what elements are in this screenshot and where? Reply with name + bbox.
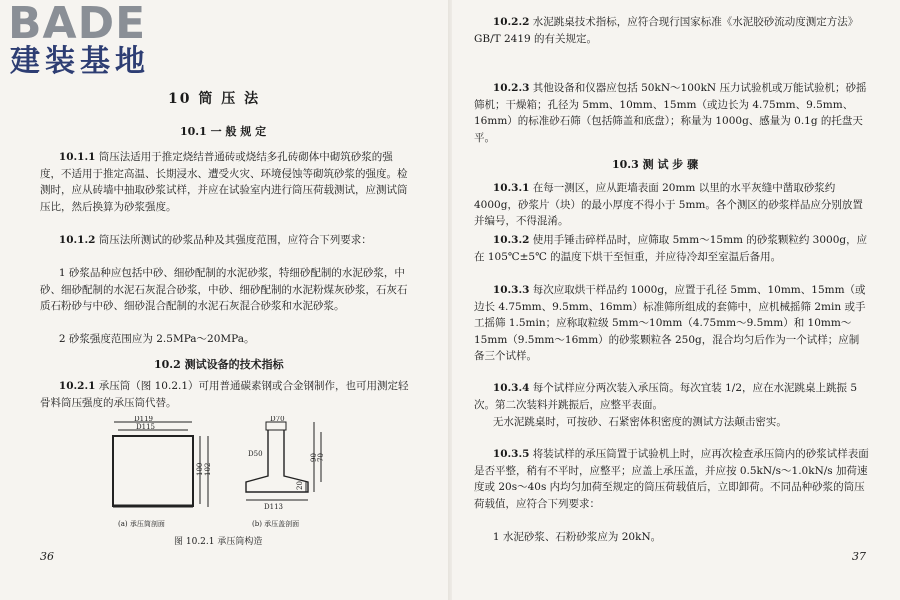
paragraph-10-3-1 — [474, 180, 869, 230]
label-102: 102 — [204, 462, 212, 476]
paragraph-10-3-4-note: 无水泥跳桌时，可按砂、石紧密体积密度的测试方法颠击密实。 — [492, 416, 787, 428]
clause-number: 10.3.2 — [492, 234, 530, 246]
clause-text: 在每一测区，应从距墙表面 20mm 以里的水平灰缝中凿取砂浆约 4000g，砂浆片（块）的最小厚度不得小于 5mm。各个测区的砂浆样品应分别放置并编号，不得混淆。 — [474, 182, 863, 227]
clause-number: 10.2.1 — [58, 380, 96, 392]
clause-text: 其他设备和仪器应包括 50kN～100kN 压力试验机或万能试验机；砂摇筛机；干燥箱；孔径为 5mm、10mm、15mm（或边长为 4.75mm、9.5mm、16mm）的标准砂石筛（包括筛盖和底盘）；称量为 1000g、感量为 0.1g 的托盘天平。 — [474, 82, 867, 144]
section-heading-10-3: 10.3 测 试 步 骤 — [612, 158, 699, 171]
clause-text: 筒压法适用于推定烧结普通砖或烧结多孔砖砌体中砌筑砂浆的强度，不适用于推定高温、长期浸水、遭受火灾、环境侵蚀等砌筑砂浆的强度。检测时，应从砖墙中抽取砂浆试样，并应在试验室内进行筒压荷载测试，应测试筒压比，然后换算为砂浆强度。 — [40, 151, 408, 213]
clause-number: 10.1.2 — [58, 234, 96, 246]
label-20: 20 — [296, 481, 304, 490]
caption-b: (b) 承压盖剖面 — [252, 520, 300, 528]
list-item-1: 1 砂浆品种应包括中砂、细砂配制的水泥砂浆，特细砂配制的水泥砂浆，中砂、细砂配制的水泥石灰混合砂浆，中砂、细砂配制的水泥粉煤灰砂浆，石灰石质石粉砂与中砂、细砂混合配制的水泥石灰混合砂浆和水泥砂浆。 — [40, 267, 408, 312]
label-d113: D113 — [264, 503, 283, 511]
clause-text: 使用手锤击碎样品时，应筛取 5mm～15mm 的砂浆颗粒约 3000g，应在 105℃±5℃ 的温度下烘干至恒重，并应待冷却至室温后备用。 — [474, 234, 868, 263]
clause-number: 10.3.5 — [492, 448, 530, 460]
paragraph-10-2-1 — [40, 378, 412, 411]
paragraph-10-2-3 — [474, 80, 869, 146]
figure-caption: 图 10.2.1 承压筒构造 — [174, 537, 263, 547]
chapter-title: 10 筒 压 法 — [168, 91, 261, 107]
clause-text: 水泥跳桌技术指标，应符合现行国家标准《水泥胶砂流动度测定方法》GB/T 2419 的有关规定。 — [474, 16, 859, 45]
label-d70: D70 — [270, 416, 285, 423]
paragraph-10-3-2 — [474, 232, 869, 265]
clause-text: 每次应取烘干样品约 1000g，应置于孔径 5mm、10mm、15mm（或边长 4.75mm、9.5mm、16mm）标准筛所组成的套筛中，应机械摇筛 2min 或手工摇筛 1.5min；应称取粒级 5mm～10mm（4.75mm～9.5mm）和 10mm～15mm（9.5mm～16mm）的砂浆颗粒各 250g，混合均匀后作为一个试样；应制备三个试样。 — [474, 284, 866, 362]
section-heading-10-2: 10.2 测试设备的技术指标 — [154, 358, 284, 371]
clause-number: 10.2.2 — [492, 16, 530, 28]
paragraph-10-3-5 — [474, 446, 869, 512]
label-70: 70 — [317, 453, 325, 462]
caption-a: (a) 承压筒剖面 — [118, 520, 165, 528]
page-number-right: 37 — [852, 550, 866, 563]
clause-text: 将装试样的承压筒置于试验机上时，应再次检查承压筒内的砂浆试样表面是否平整，稍有不平时，应整平；应盖上承压盖，并应按 0.5kN/s～1.0kN/s 加荷速度或 20s～40s 内均匀加荷至规定的筒压荷载值后，立即卸荷。不同品种砂浆的筒压荷载值，应符合下列要求： — [474, 448, 869, 510]
clause-number: 10.3.4 — [492, 382, 530, 394]
paragraph-10-3-3 — [474, 282, 869, 365]
label-100: 100 — [196, 462, 204, 476]
clause-text: 筒压法所测试的砂浆品种及其强度范围，应符合下列要求： — [98, 234, 372, 246]
paragraph-10-1-1 — [40, 149, 412, 215]
list-item-1-right: 1 水泥砂浆、石粉砂浆应为 20kN。 — [492, 531, 662, 543]
logo-text: BADE — [8, 0, 147, 49]
paragraph-10-3-4 — [474, 380, 869, 413]
pressure-cylinder-figure — [96, 416, 366, 548]
label-d50: D50 — [248, 450, 263, 458]
page-number-left: 36 — [40, 550, 54, 563]
clause-text: 承压筒（图 10.2.1）可用普通碳素钢或合金钢制作，也可用测定轻骨料筒压强度的承压筒代替。 — [40, 380, 409, 409]
clause-number: 10.1.1 — [58, 151, 96, 163]
clause-number: 10.3.3 — [492, 284, 530, 296]
logo-chinese: 建装基地 — [10, 44, 150, 79]
label-d119: D119 — [134, 416, 153, 423]
cap-top — [266, 422, 286, 430]
clause-text: 每个试样应分两次装入承压筒。每次宜装 1/2，应在水泥跳桌上跳振 5 次。第二次装料并跳振后，应整平表面。 — [474, 382, 858, 411]
clause-number: 10.2.3 — [492, 82, 530, 94]
section-heading-10-1: 10.1 一 般 规 定 — [180, 125, 267, 138]
label-90: 90 — [310, 453, 318, 462]
label-d115: D115 — [136, 423, 155, 431]
paragraph-10-2-2 — [474, 14, 869, 47]
paragraph-10-1-2 — [40, 232, 412, 249]
clause-number: 10.3.1 — [492, 182, 530, 194]
cylinder-outline — [113, 436, 193, 506]
right-page — [452, 0, 900, 600]
list-item-2: 2 砂浆强度范围应为 2.5MPa～20MPa。 — [58, 333, 255, 345]
